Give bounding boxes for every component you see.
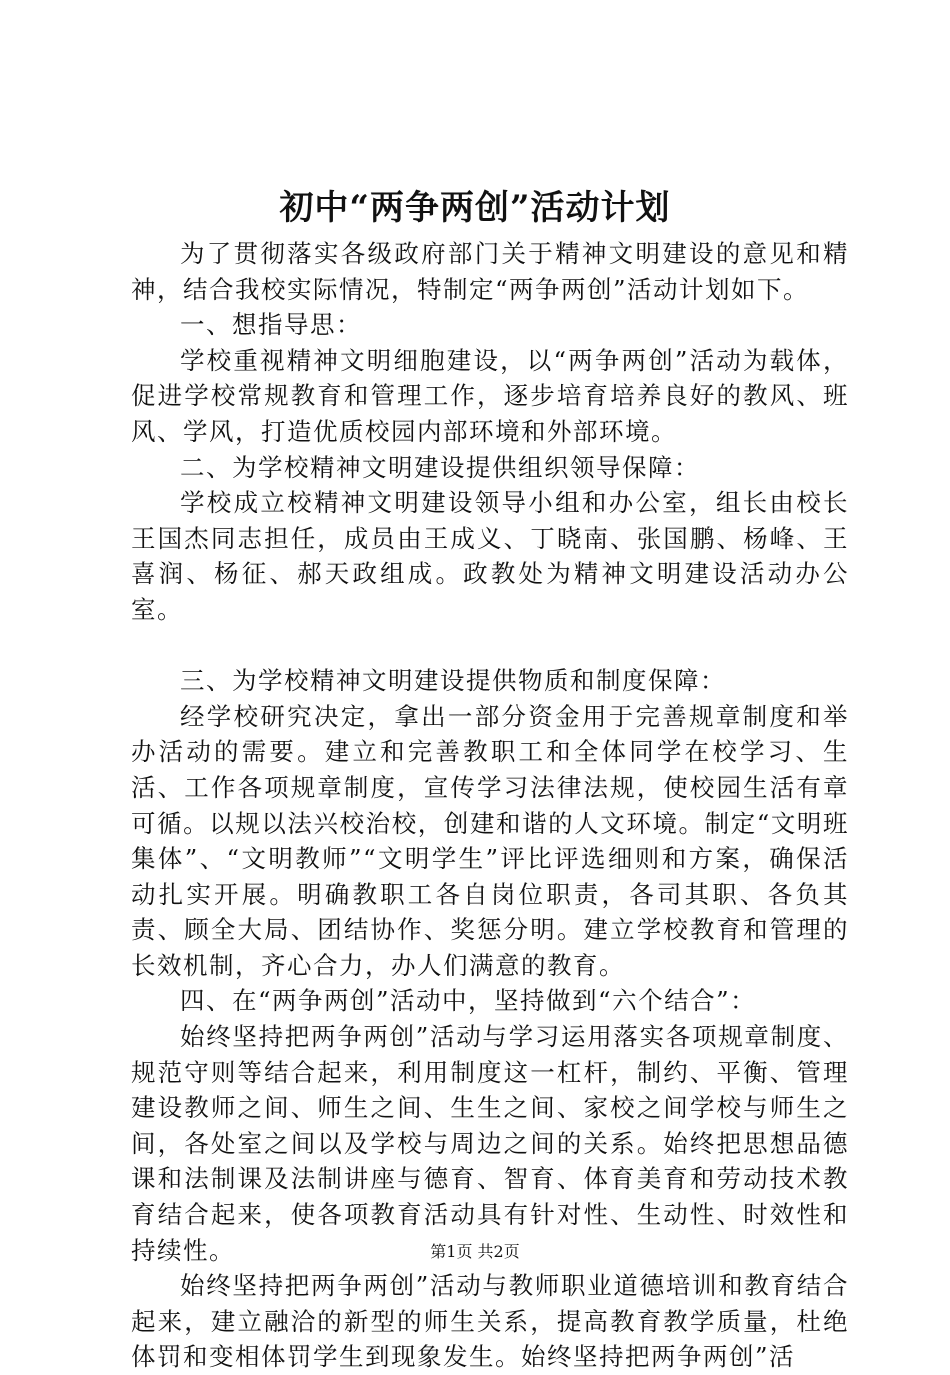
paragraph-material-guarantee: 经学校研究决定，拿出一部分资金用于完善规章制度和举办活动的需要。建立和完善教职工和全体同学在校学习、生活、工作各项规章制度，宣传学习法律法规，使校园生活有章可循。以规以法兴校治校，创建和谐的人文环境。制定“文明班集体”、“文明教师”“文明学生”评比评选细则和方案，确保活动扎实开展。明确教职工各自岗位职责，各司其职、各负其责、顾全大局、团结协作、奖惩分明。建立学校教育和管理的长效机制，齐心合力，办人们满意的教育。 <box>131 701 849 980</box>
paragraph-combination-2: 始终坚持把两争两创”活动与教师职业道德培训和教育结合起来，建立融洽的新型的师生关系，提高教育教学质量，杜绝体罚和变相体罚学生到现象发生。始终坚持把两争两创”活 <box>131 1271 849 1372</box>
paragraph-leadership: 学校成立校精神文明建设领导小组和办公室，组长由校长王国杰同志担任，成员由王成义、丁晓南、张国鹏、杨峰、王喜润、杨征、郝天政组成。政教处为精神文明建设活动办公室。 <box>131 488 849 624</box>
page-footer: 第1页 共2页 <box>430 1242 520 1261</box>
section-heading-4: 四、在“两争两创”活动中，坚持做到“六个结合”： <box>180 986 757 1016</box>
section-heading-1: 一、想指导思： <box>180 310 362 340</box>
paragraph-combination-1: 始终坚持把两争两创”活动与学习运用落实各项规章制度、规范守则等结合起来，利用制度这一杠杆，制约、平衡、管理建设教师之间、师生之间、生生之间、家校之间学校与师生之间，各处室之间以及学校与周边之间的关系。始终把思想品德课和法制课及法制讲座与德育、智育、体育美育和劳动技术教育结合起来，使各项教育活动具有针对性、生动性、时效性和持续性。 <box>131 1022 849 1265</box>
document-title: 初中“两争两创”活动计划 <box>279 188 671 228</box>
blank-line <box>131 628 849 664</box>
section-heading-2: 二、为学校精神文明建设提供组织领导保障： <box>180 452 700 482</box>
document-body <box>131 236 849 1375</box>
section-heading-3: 三、为学校精神文明建设提供物质和制度保障： <box>180 666 726 696</box>
paragraph-intro: 为了贯彻落实各级政府部门关于精神文明建设的意见和精神，结合我校实际情况，特制定“两争两创”活动计划如下。 <box>131 239 849 304</box>
paragraph-guiding-ideology: 学校重视精神文明细胞建设，以“两争两创”活动为载体，促进学校常规教育和管理工作，逐步培育培养良好的教风、班风、学风，打造优质校园内部环境和外部环境。 <box>131 345 849 446</box>
